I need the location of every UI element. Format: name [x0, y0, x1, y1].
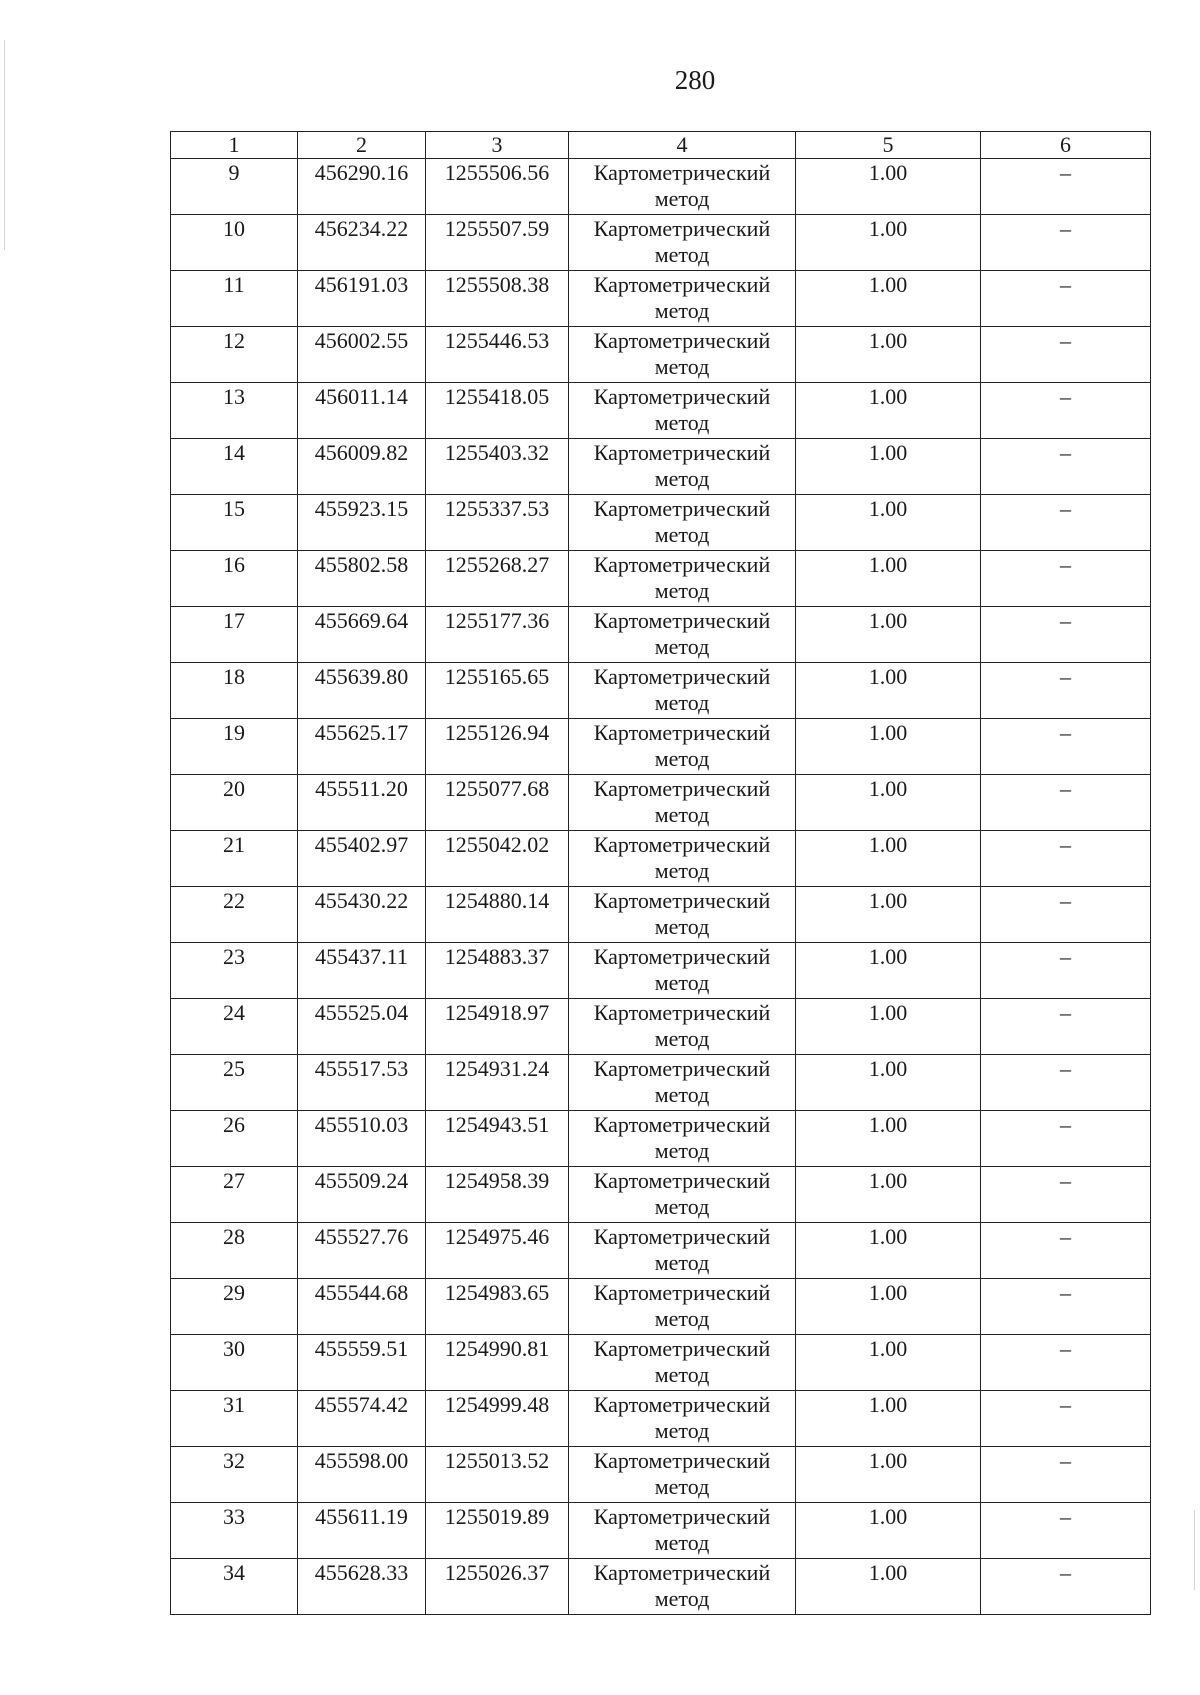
method-cell	[569, 159, 796, 215]
method-line-1: Картометрический	[593, 328, 771, 353]
x-coordinate-cell: 455625.17	[298, 719, 426, 775]
method-line-1: Картометрический	[593, 832, 771, 857]
method-line-1: Картометрический	[593, 720, 771, 745]
method-line-1: Картометрический	[593, 1504, 771, 1529]
y-coordinate-cell: 1255337.53	[426, 495, 569, 551]
table-row	[171, 439, 1151, 495]
method-line-2: метод	[654, 746, 710, 771]
method-line-1: Картометрический	[593, 1224, 771, 1249]
point-number-cell: 20	[171, 775, 298, 831]
method-line-2: метод	[654, 914, 710, 939]
note-cell: –	[981, 1447, 1151, 1503]
point-number-cell: 22	[171, 887, 298, 943]
y-coordinate-cell: 1254880.14	[426, 887, 569, 943]
note-cell: –	[981, 1559, 1151, 1615]
method-line-1: Картометрический	[593, 776, 771, 801]
y-coordinate-cell: 1254990.81	[426, 1335, 569, 1391]
precision-cell: 1.00	[796, 271, 981, 327]
x-coordinate-cell: 456290.16	[298, 159, 426, 215]
y-coordinate-cell: 1255177.36	[426, 607, 569, 663]
method-line-2: метод	[654, 354, 710, 379]
point-number-cell: 13	[171, 383, 298, 439]
point-number-cell: 19	[171, 719, 298, 775]
note-cell: –	[981, 1111, 1151, 1167]
method-line-1: Картометрический	[593, 944, 771, 969]
table-row	[171, 215, 1151, 271]
method-cell	[569, 215, 796, 271]
table-row	[171, 495, 1151, 551]
note-cell: –	[981, 1391, 1151, 1447]
y-coordinate-cell: 1254983.65	[426, 1279, 569, 1335]
x-coordinate-cell: 455511.20	[298, 775, 426, 831]
column-header-1: 1	[171, 132, 298, 159]
x-coordinate-cell: 456002.55	[298, 327, 426, 383]
note-cell: –	[981, 1055, 1151, 1111]
method-cell	[569, 943, 796, 999]
precision-cell: 1.00	[796, 999, 981, 1055]
x-coordinate-cell: 456009.82	[298, 439, 426, 495]
table-row	[171, 1391, 1151, 1447]
x-coordinate-cell: 455517.53	[298, 1055, 426, 1111]
note-cell: –	[981, 383, 1151, 439]
point-number-cell: 33	[171, 1503, 298, 1559]
table-header-row	[171, 132, 1151, 159]
method-line-1: Картометрический	[593, 496, 771, 521]
y-coordinate-cell: 1255508.38	[426, 271, 569, 327]
method-line-1: Картометрический	[593, 1336, 771, 1361]
method-line-2: метод	[654, 578, 710, 603]
method-cell	[569, 775, 796, 831]
precision-cell: 1.00	[796, 1335, 981, 1391]
method-line-2: метод	[654, 1250, 710, 1275]
precision-cell: 1.00	[796, 1055, 981, 1111]
point-number-cell: 27	[171, 1167, 298, 1223]
method-line-2: метод	[654, 298, 710, 323]
precision-cell: 1.00	[796, 551, 981, 607]
x-coordinate-cell: 456191.03	[298, 271, 426, 327]
method-line-2: метод	[654, 1026, 710, 1051]
precision-cell: 1.00	[796, 215, 981, 271]
method-line-1: Картометрический	[593, 440, 771, 465]
y-coordinate-cell: 1255019.89	[426, 1503, 569, 1559]
method-cell	[569, 1503, 796, 1559]
point-number-cell: 16	[171, 551, 298, 607]
method-cell	[569, 271, 796, 327]
method-line-2: метод	[654, 1194, 710, 1219]
page-number: 280	[674, 65, 716, 95]
x-coordinate-cell: 456234.22	[298, 215, 426, 271]
point-number-cell: 26	[171, 1111, 298, 1167]
method-line-1: Картометрический	[593, 888, 771, 913]
y-coordinate-cell: 1255165.65	[426, 663, 569, 719]
precision-cell: 1.00	[796, 607, 981, 663]
point-number-cell: 21	[171, 831, 298, 887]
x-coordinate-cell: 455430.22	[298, 887, 426, 943]
table-row	[171, 887, 1151, 943]
y-coordinate-cell: 1254958.39	[426, 1167, 569, 1223]
method-cell	[569, 383, 796, 439]
precision-cell: 1.00	[796, 1167, 981, 1223]
x-coordinate-cell: 455574.42	[298, 1391, 426, 1447]
x-coordinate-cell: 455802.58	[298, 551, 426, 607]
table-row	[171, 831, 1151, 887]
x-coordinate-cell: 455402.97	[298, 831, 426, 887]
x-coordinate-cell: 455437.11	[298, 943, 426, 999]
method-line-2: метод	[654, 1586, 710, 1611]
method-line-1: Картометрический	[593, 664, 771, 689]
point-number-cell: 18	[171, 663, 298, 719]
method-cell	[569, 495, 796, 551]
method-line-1: Картометрический	[593, 608, 771, 633]
method-line-1: Картометрический	[593, 1280, 771, 1305]
method-line-2: метод	[654, 522, 710, 547]
method-line-1: Картометрический	[593, 272, 771, 297]
x-coordinate-cell: 455598.00	[298, 1447, 426, 1503]
table-row	[171, 551, 1151, 607]
note-cell: –	[981, 943, 1151, 999]
x-coordinate-cell: 455611.19	[298, 1503, 426, 1559]
precision-cell: 1.00	[796, 663, 981, 719]
method-cell	[569, 719, 796, 775]
table-row	[171, 383, 1151, 439]
method-line-1: Картометрический	[593, 384, 771, 409]
precision-cell: 1.00	[796, 831, 981, 887]
method-line-2: метод	[654, 1306, 710, 1331]
table-row	[171, 159, 1151, 215]
note-cell: –	[981, 887, 1151, 943]
table-row	[171, 1055, 1151, 1111]
precision-cell: 1.00	[796, 495, 981, 551]
point-number-cell: 24	[171, 999, 298, 1055]
y-coordinate-cell: 1255507.59	[426, 215, 569, 271]
precision-cell: 1.00	[796, 1447, 981, 1503]
precision-cell: 1.00	[796, 383, 981, 439]
column-header-5: 5	[796, 132, 981, 159]
method-cell	[569, 1335, 796, 1391]
note-cell: –	[981, 551, 1151, 607]
method-line-2: метод	[654, 802, 710, 827]
point-number-cell: 14	[171, 439, 298, 495]
point-number-cell: 15	[171, 495, 298, 551]
table-row	[171, 1447, 1151, 1503]
precision-cell: 1.00	[796, 719, 981, 775]
precision-cell: 1.00	[796, 1559, 981, 1615]
y-coordinate-cell: 1255126.94	[426, 719, 569, 775]
column-header-3: 3	[426, 132, 569, 159]
point-number-cell: 11	[171, 271, 298, 327]
table-row	[171, 1335, 1151, 1391]
y-coordinate-cell: 1255506.56	[426, 159, 569, 215]
table-body	[171, 159, 1151, 1615]
method-cell	[569, 607, 796, 663]
precision-cell: 1.00	[796, 887, 981, 943]
method-line-1: Картометрический	[593, 1000, 771, 1025]
point-number-cell: 32	[171, 1447, 298, 1503]
x-coordinate-cell: 455544.68	[298, 1279, 426, 1335]
note-cell: –	[981, 663, 1151, 719]
method-cell	[569, 1111, 796, 1167]
method-cell	[569, 663, 796, 719]
method-line-2: метод	[654, 634, 710, 659]
method-line-2: метод	[654, 1138, 710, 1163]
x-coordinate-cell: 455923.15	[298, 495, 426, 551]
note-cell: –	[981, 775, 1151, 831]
y-coordinate-cell: 1254999.48	[426, 1391, 569, 1447]
precision-cell: 1.00	[796, 327, 981, 383]
precision-cell: 1.00	[796, 775, 981, 831]
method-cell	[569, 327, 796, 383]
table-row	[171, 775, 1151, 831]
note-cell: –	[981, 215, 1151, 271]
note-cell: –	[981, 1223, 1151, 1279]
y-coordinate-cell: 1255268.27	[426, 551, 569, 607]
method-cell	[569, 1055, 796, 1111]
note-cell: –	[981, 439, 1151, 495]
table-row	[171, 1279, 1151, 1335]
precision-cell: 1.00	[796, 1111, 981, 1167]
method-line-2: метод	[654, 1474, 710, 1499]
y-coordinate-cell: 1255013.52	[426, 1447, 569, 1503]
precision-cell: 1.00	[796, 1279, 981, 1335]
note-cell: –	[981, 159, 1151, 215]
method-cell	[569, 1447, 796, 1503]
y-coordinate-cell: 1254975.46	[426, 1223, 569, 1279]
note-cell: –	[981, 495, 1151, 551]
method-line-2: метод	[654, 858, 710, 883]
method-line-1: Картометрический	[593, 216, 771, 241]
y-coordinate-cell: 1255418.05	[426, 383, 569, 439]
column-header-2: 2	[298, 132, 426, 159]
y-coordinate-cell: 1254918.97	[426, 999, 569, 1055]
note-cell: –	[981, 1503, 1151, 1559]
method-cell	[569, 831, 796, 887]
method-cell	[569, 551, 796, 607]
method-line-2: метод	[654, 466, 710, 491]
note-cell: –	[981, 1167, 1151, 1223]
method-line-2: метод	[654, 970, 710, 995]
method-line-2: метод	[654, 410, 710, 435]
y-coordinate-cell: 1255042.02	[426, 831, 569, 887]
method-line-2: метод	[654, 690, 710, 715]
y-coordinate-cell: 1255077.68	[426, 775, 569, 831]
point-number-cell: 31	[171, 1391, 298, 1447]
point-number-cell: 10	[171, 215, 298, 271]
table-row	[171, 1503, 1151, 1559]
method-line-2: метод	[654, 1082, 710, 1107]
x-coordinate-cell: 455525.04	[298, 999, 426, 1055]
x-coordinate-cell: 455527.76	[298, 1223, 426, 1279]
method-line-1: Картометрический	[593, 160, 771, 185]
table-row	[171, 663, 1151, 719]
note-cell: –	[981, 271, 1151, 327]
point-number-cell: 17	[171, 607, 298, 663]
x-coordinate-cell: 455510.03	[298, 1111, 426, 1167]
y-coordinate-cell: 1254943.51	[426, 1111, 569, 1167]
scan-edge-mark-right	[1194, 1510, 1195, 1590]
method-cell	[569, 439, 796, 495]
column-header-6: 6	[981, 132, 1151, 159]
table-row	[171, 607, 1151, 663]
table-row	[171, 999, 1151, 1055]
note-cell: –	[981, 831, 1151, 887]
y-coordinate-cell: 1255446.53	[426, 327, 569, 383]
method-line-2: метод	[654, 242, 710, 267]
y-coordinate-cell: 1255403.32	[426, 439, 569, 495]
x-coordinate-cell: 456011.14	[298, 383, 426, 439]
method-line-1: Картометрический	[593, 1560, 771, 1585]
method-line-1: Картометрический	[593, 1168, 771, 1193]
precision-cell: 1.00	[796, 1223, 981, 1279]
precision-cell: 1.00	[796, 159, 981, 215]
coordinates-table	[170, 131, 1151, 1615]
precision-cell: 1.00	[796, 1503, 981, 1559]
column-header-4: 4	[569, 132, 796, 159]
table-row	[171, 1167, 1151, 1223]
precision-cell: 1.00	[796, 1391, 981, 1447]
point-number-cell: 34	[171, 1559, 298, 1615]
method-line-1: Картометрический	[593, 1112, 771, 1137]
method-cell	[569, 1391, 796, 1447]
table-row	[171, 271, 1151, 327]
point-number-cell: 28	[171, 1223, 298, 1279]
method-line-2: метод	[654, 186, 710, 211]
precision-cell: 1.00	[796, 439, 981, 495]
note-cell: –	[981, 1335, 1151, 1391]
point-number-cell: 29	[171, 1279, 298, 1335]
note-cell: –	[981, 607, 1151, 663]
x-coordinate-cell: 455559.51	[298, 1335, 426, 1391]
x-coordinate-cell: 455509.24	[298, 1167, 426, 1223]
method-line-2: метод	[654, 1530, 710, 1555]
note-cell: –	[981, 999, 1151, 1055]
y-coordinate-cell: 1255026.37	[426, 1559, 569, 1615]
table-row	[171, 719, 1151, 775]
method-cell	[569, 1223, 796, 1279]
y-coordinate-cell: 1254931.24	[426, 1055, 569, 1111]
method-line-2: метод	[654, 1418, 710, 1443]
method-line-1: Картометрический	[593, 1056, 771, 1081]
method-cell	[569, 1279, 796, 1335]
point-number-cell: 30	[171, 1335, 298, 1391]
table-row	[171, 1223, 1151, 1279]
table-row	[171, 1111, 1151, 1167]
note-cell: –	[981, 327, 1151, 383]
note-cell: –	[981, 719, 1151, 775]
x-coordinate-cell: 455669.64	[298, 607, 426, 663]
point-number-cell: 23	[171, 943, 298, 999]
table-row	[171, 943, 1151, 999]
method-line-1: Картометрический	[593, 552, 771, 577]
method-cell	[569, 1167, 796, 1223]
method-line-2: метод	[654, 1362, 710, 1387]
precision-cell: 1.00	[796, 943, 981, 999]
method-line-1: Картометрический	[593, 1448, 771, 1473]
method-cell	[569, 999, 796, 1055]
y-coordinate-cell: 1254883.37	[426, 943, 569, 999]
note-cell: –	[981, 1279, 1151, 1335]
table-row	[171, 1559, 1151, 1615]
x-coordinate-cell: 455639.80	[298, 663, 426, 719]
method-cell	[569, 1559, 796, 1615]
point-number-cell: 9	[171, 159, 298, 215]
point-number-cell: 12	[171, 327, 298, 383]
method-cell	[569, 887, 796, 943]
point-number-cell: 25	[171, 1055, 298, 1111]
table-row	[171, 327, 1151, 383]
x-coordinate-cell: 455628.33	[298, 1559, 426, 1615]
method-line-1: Картометрический	[593, 1392, 771, 1417]
